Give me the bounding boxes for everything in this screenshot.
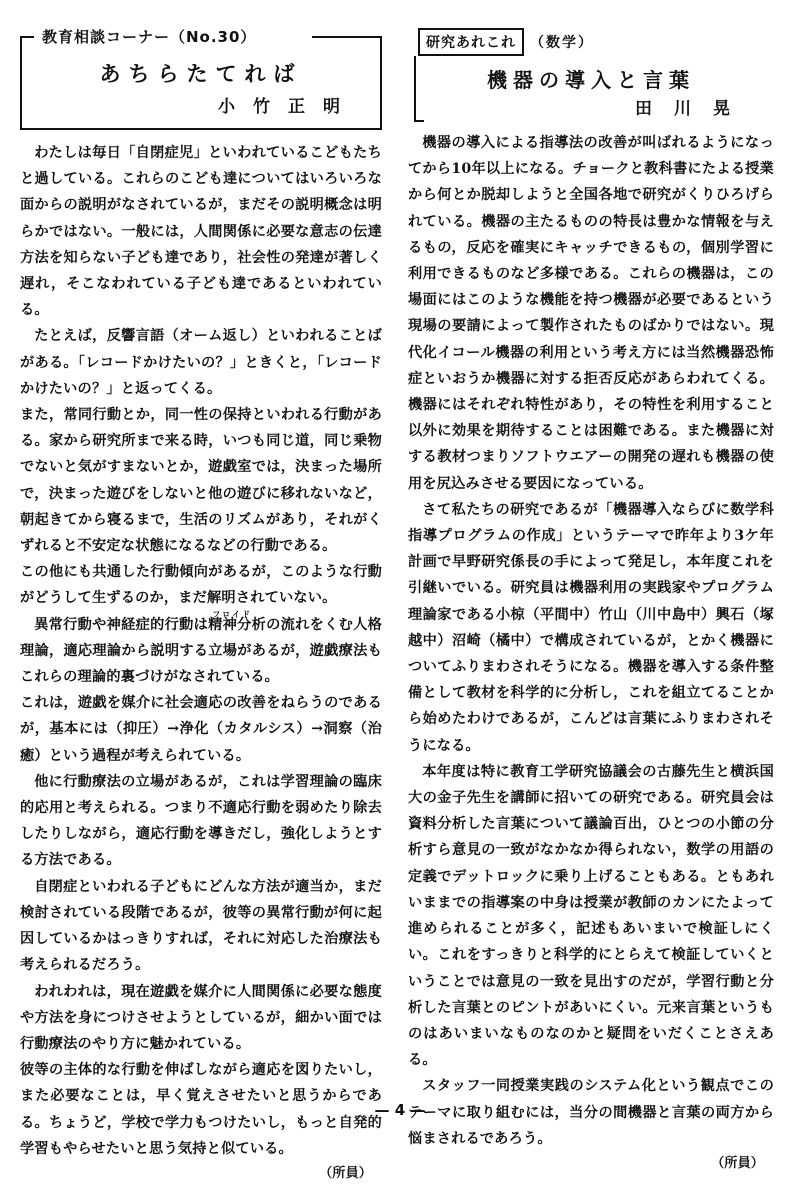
right-article-body	[408, 130, 774, 1176]
signature: （所員）	[319, 1165, 372, 1181]
header-rule	[22, 36, 34, 38]
paragraph: 本年度は特に教育工学研究協議会の古藤先生と横浜国大の金子先生を講師に招いての研究である。研究員会は資料分析した言葉について議論百出，ひとつの小節の分析すら意見の一致がなかなか得られない，数学の用語の定義でデットロックに乗り上げることもある。ともあれいままでの指導案の中身は授業が教師のカンにたよって進められることが多く，記述もあいまいで検証しにくい。これをすっきりと科学的にとらえて検証していくということでは意見の一致を見出すのだが，学習行動と分析した言葉とのピントがあいにくい。元来言葉というものはあいまいなものなのかと疑問をいだくことさえある。	[408, 763, 774, 1069]
paragraph: わたしは毎日「自閉症児」といわれているこどもたちと過している。これらのこども達についてはいろいろな面からの説明がなされているが，まだその説明概念は明らかではない。一般には，人間関係に必要な意志の伝達方法を知らない子ども達であり，社会性の発達が著しく遅れ，そこなわれている子ども達であるといわれている。	[20, 145, 382, 319]
right-header	[408, 28, 774, 120]
article-author: 小竹正明	[218, 97, 358, 117]
article-author: 田川晃	[635, 99, 752, 119]
left-column	[20, 28, 382, 1186]
paragraph: この他にも共通した行動傾向があるが，このような行動がどうして生ずるのか，まだ解明されていない。	[20, 564, 382, 607]
right-column	[408, 28, 774, 1176]
header-rule	[312, 36, 380, 38]
left-header-box	[20, 28, 382, 130]
paragraph: さて私たちの研究であるが「機器導入ならびに数学科指導プログラムの作成」というテーマで昨年より3ケ年計画で早野研究係長の手によって発足し，本年度これを引継いでいる。研究員は機器利用の実践家やプログラム理論家である小椋（平間中）竹山（川中島中）興石（塚越中）沼崎（橘中）で構成されているが，とかく機器についてふりまわされそうになる。機器を導入する条件整備として教材を科学的に分析し，これを組立てることから始めたわけであるが，こんどは言葉にふりまわされそうになる。	[408, 501, 774, 754]
paragraph	[20, 608, 382, 691]
paragraph: たとえば，反響言語（オーム返し）といわれることばがある。「レコードかけたいの？」ときくと，「レコードかけたいの？」と返ってくる。	[20, 328, 382, 397]
left-article-body	[20, 140, 382, 1186]
page-number: — 4 —	[374, 1101, 426, 1119]
subject-label: （数学）	[530, 35, 594, 51]
column-label: 教育相談コーナー（No.30）	[36, 26, 262, 47]
paragraph: これは，遊戯を媒介に社会適応の改善をねらうのであるが，基本には（抑圧）→浄化（カタルシス）→洞察（治癒）という過程が考えられている。	[20, 695, 382, 764]
signature: （所員）	[711, 1155, 764, 1171]
paragraph: 自閉症といわれる子どもにどんな方法が適当か，まだ検討されている段階であるが，彼等の異常行動が何に起因しているかはっきりすれば，それに対応した治療法も考えられるだろう。	[20, 878, 382, 974]
article-title: あちらたてれば	[99, 61, 303, 86]
ruby-annotation: フロイド	[212, 608, 252, 619]
paragraph-text: 異常行動や神経症的行動は精神分析の流れをくむ人格理論，適応理論から説明する立場があるが，遊戯療法もこれらの理論的裏づけがなされている。	[20, 616, 382, 686]
paragraph: 機器の導入による指導法の改善が叫ばれるようになってから10年以上になる。チョークと教科書にたよる授業から何とか脱却しようと全国各地で研究がくりひろげられている。機器の主たるものの特長は豊かな情報を与えるもの，反応を確実にキャッチできるもの，個別学習に利用できるものなど多様である。これらの機器は，この場面にはこのような機能を持つ機器が必要であるという現場の要請によって製作されたものばかりではない。現代化イコール機器の利用という考え方には当然機器恐怖症といおうか機器に対する拒否反応があらわれてくる。機器にはそれぞれ特性があり，その特性を利用すること以外に効果を期待することは困難である。また機器に対する教材つまりソフトウエアーの開発の遅れも機器の使用を尻込みさせる要因になっている。	[408, 135, 774, 492]
column-kicker	[418, 28, 594, 56]
paragraph: 他に行動療法の立場があるが，これは学習理論の臨床的応用と考えられる。つまり不適応行動を弱めたり除去したりしながら，適応行動を導きだし，強化しようとする方法である。	[20, 773, 382, 869]
paragraph: また，常同行動とか，同一性の保持といわれる行動がある。家から研究所まで来る時，いつも同じ道，同じ乗物でないと気がすまないとか，遊戯室では，決まった場所で，決まった遊びをしないと他の遊びに移れないなど，朝起きてから寝るまで，生活のリズムがあり，それがくずれると不安定な状態になるなどの行動である。	[20, 407, 382, 555]
kicker-label: 研究あれこれ	[418, 28, 524, 56]
article-title: 機器の導入と言葉	[487, 68, 695, 92]
paragraph: われわれは，現在遊戯を媒介に人間関係に必要な態度や方法を身につけさせようとしているが，細かい面では行動療法のやり方に魅かれている。	[20, 983, 382, 1052]
paragraph: 彼等の主体的な行動を伸ばしながら適応を図りたいし，また必要なことは，早く覚えさせたいと思うからである。ちょうど，学校で学力もつけたいし，もっと自発的学習もやらせたいと思う気持と似ている。	[20, 1062, 382, 1157]
paragraph: スタッフ一同授業実践のシステム化という観点でこのテーマに取り組むには，当分の間機器と言葉の両方から悩まされるであろう。	[408, 1078, 774, 1147]
